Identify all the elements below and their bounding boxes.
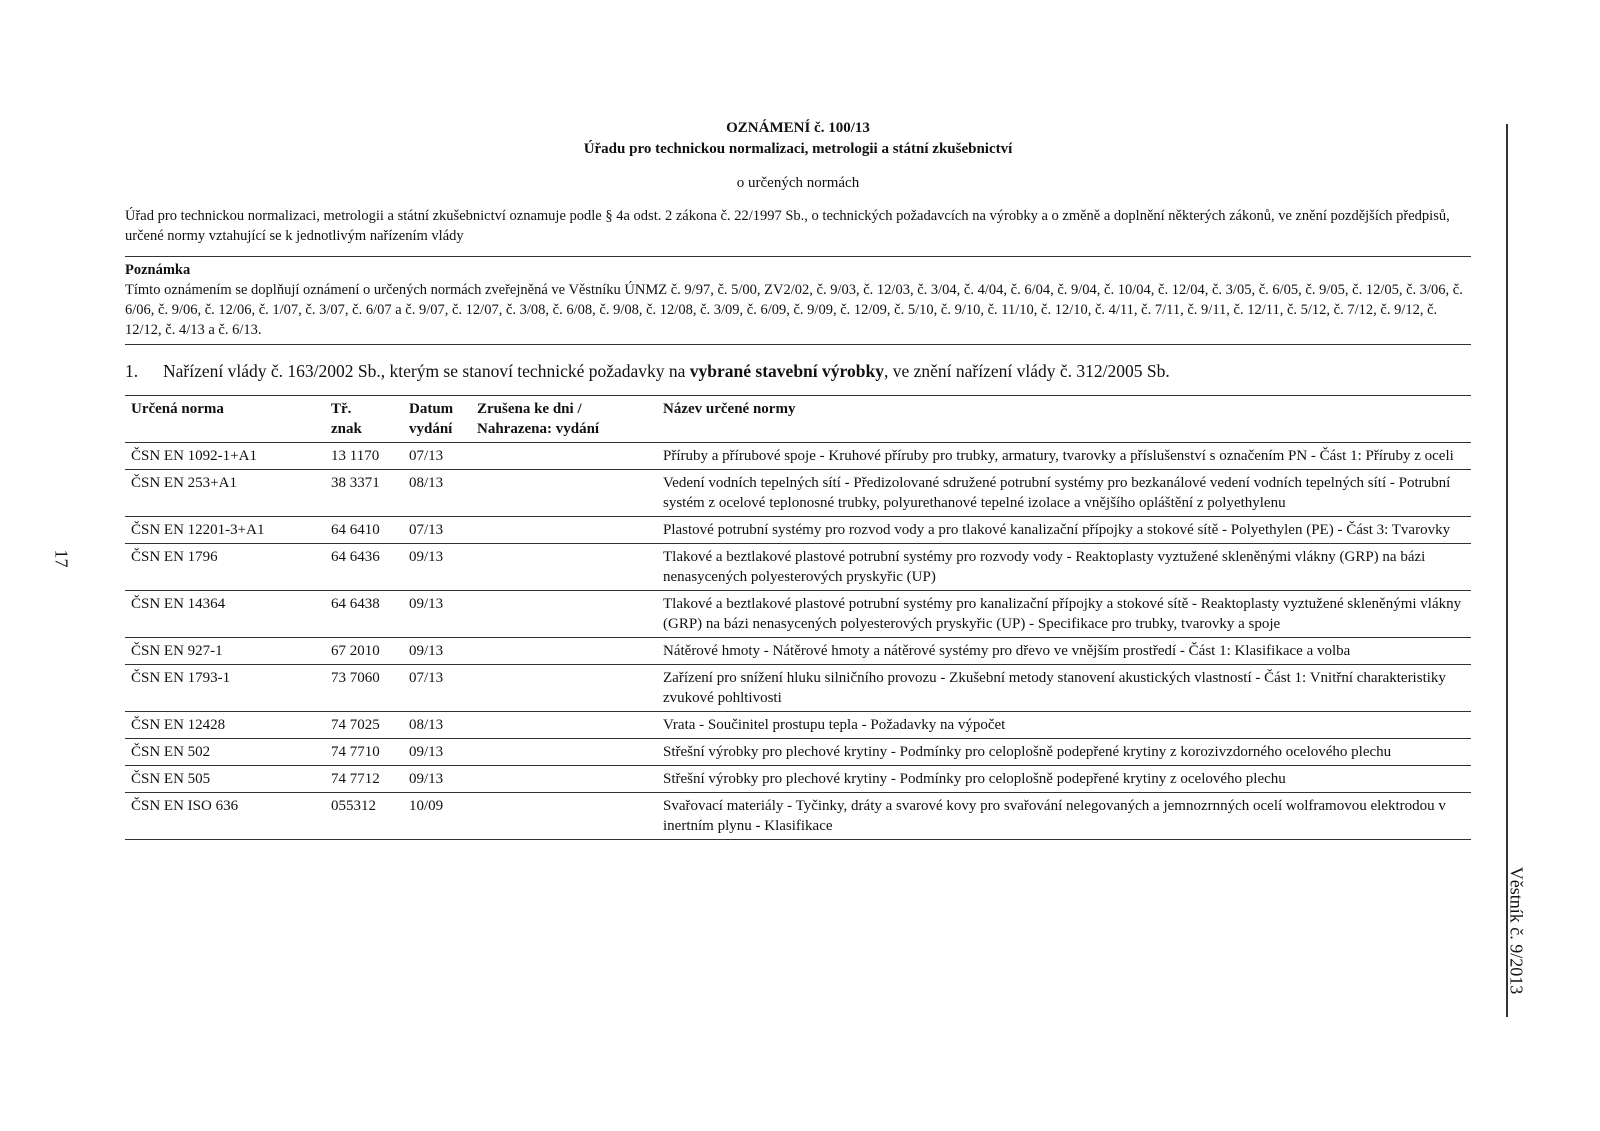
- cell-class: 73 7060: [325, 665, 403, 712]
- norms-table: [125, 395, 1471, 840]
- cell-class: 055312: [325, 793, 403, 840]
- journal-label: Věstník č. 9/2013: [1506, 866, 1527, 995]
- cell-name: Tlakové a beztlakové plastové potrubní systémy pro kanalizační přípojky a stokové sítě - Reaktoplasty vyztužené skleněnými vlákny (GRP) na bázi nenasycených polyesterových pryskyřic (UP) - Specifikace pro trubky, tvarovky a spoje: [657, 591, 1471, 638]
- cell-replaced: [471, 638, 657, 665]
- cell-replaced: [471, 766, 657, 793]
- cell-name: Střešní výrobky pro plechové krytiny - Podmínky pro celoplošně podepřené krytiny z korozivzdorného ocelového plechu: [657, 739, 1471, 766]
- cell-date: 09/13: [403, 591, 471, 638]
- cell-replaced: [471, 470, 657, 517]
- cell-replaced: [471, 665, 657, 712]
- header-date-line1: Datum: [409, 401, 454, 417]
- document-body: [125, 118, 1471, 840]
- cell-name: Příruby a přírubové spoje - Kruhové příruby pro trubky, armatury, tvarovky a příslušenství s označením PN - Část 1: Příruby z oceli: [657, 443, 1471, 470]
- cell-date: 07/13: [403, 665, 471, 712]
- page-number: 17: [51, 549, 72, 568]
- cell-class: 13 1170: [325, 443, 403, 470]
- cell-date: 09/13: [403, 638, 471, 665]
- header-date-line2: vydání: [409, 421, 453, 437]
- note-box: [125, 256, 1471, 345]
- announcement-subtitle: o určených normách: [736, 175, 860, 191]
- section-text-end: , ve znění nařízení vlády č. 312/2005 Sb.: [883, 361, 1170, 381]
- header-replaced-line2: Nahrazena: vydání: [477, 421, 600, 437]
- header-class-line1: Tř.: [331, 401, 352, 417]
- section-text-bold: vybrané stavební výrobky: [689, 361, 884, 381]
- cell-replaced: [471, 517, 657, 544]
- cell-norm: ČSN EN 1793-1: [125, 665, 325, 712]
- table-row: [125, 739, 1471, 766]
- cell-class: 74 7712: [325, 766, 403, 793]
- cell-name: Vrata - Součinitel prostupu tepla - Požadavky na výpočet: [657, 712, 1471, 739]
- cell-replaced: [471, 793, 657, 840]
- office-name: Úřadu pro technickou normalizaci, metrologii a státní zkušebnictví: [583, 141, 1013, 157]
- table-row: [125, 793, 1471, 840]
- table-header-row: [125, 396, 1471, 443]
- cell-norm: ČSN EN 12428: [125, 712, 325, 739]
- cell-norm: ČSN EN 502: [125, 739, 325, 766]
- cell-class: 74 7710: [325, 739, 403, 766]
- cell-norm: ČSN EN ISO 636: [125, 793, 325, 840]
- cell-norm: ČSN EN 253+A1: [125, 470, 325, 517]
- cell-class: 38 3371: [325, 470, 403, 517]
- table-row: [125, 470, 1471, 517]
- header-replaced: [471, 396, 657, 443]
- cell-replaced: [471, 739, 657, 766]
- cell-date: 09/13: [403, 544, 471, 591]
- cell-name: Svařovací materiály - Tyčinky, dráty a svarové kovy pro svařování nelegovaných a jemnozrnných ocelí wolframovou elektrodou v inertním plynu - Klasifikace: [657, 793, 1471, 840]
- header-name: Název určené normy: [657, 396, 1471, 443]
- cell-name: Střešní výrobky pro plechové krytiny - Podmínky pro celoplošně podepřené krytiny z ocelového plechu: [657, 766, 1471, 793]
- cell-norm: ČSN EN 14364: [125, 591, 325, 638]
- intro-paragraph: Úřad pro technickou normalizaci, metrologii a státní zkušebnictví oznamuje podle § 4a odst. 2 zákona č. 22/1997 Sb., o technických požadavcích na výrobky a o změně a doplnění některých zákonů, ve znění pozdějších předpisů, určené normy vztahující se k jednotlivým nařízením vlády: [125, 208, 1450, 244]
- cell-name: Vedení vodních tepelných sítí - Předizolované sdružené potrubní systémy pro bezkanálové vedení vodních tepelných sítí - Potrubní systém z ocelové teplonosné trubky, polyurethanové tepelné izolace a vnějšího opláštění z polyethylenu: [657, 470, 1471, 517]
- cell-name: Zařízení pro snížení hluku silničního provozu - Zkušební metody stanovení akustických vlastností - Část 1: Vnitřní charakteristiky zvukové pohltivosti: [657, 665, 1471, 712]
- table-row: [125, 517, 1471, 544]
- cell-date: 07/13: [403, 443, 471, 470]
- section-text-start: Nařízení vlády č. 163/2002 Sb., kterým se stanoví technické požadavky na: [163, 361, 690, 381]
- cell-norm: ČSN EN 12201-3+A1: [125, 517, 325, 544]
- cell-date: 08/13: [403, 712, 471, 739]
- cell-name: Plastové potrubní systémy pro rozvod vody a pro tlakové kanalizační přípojky a stokové sítě - Polyethylen (PE) - Část 3: Tvarovky: [657, 517, 1471, 544]
- table-row: [125, 544, 1471, 591]
- section-text: [163, 359, 1170, 383]
- cell-norm: ČSN EN 1796: [125, 544, 325, 591]
- cell-date: 09/13: [403, 766, 471, 793]
- table-row: [125, 443, 1471, 470]
- table-row: [125, 766, 1471, 793]
- cell-replaced: [471, 591, 657, 638]
- header-date: [403, 396, 471, 443]
- table-row: [125, 638, 1471, 665]
- cell-class: 64 6438: [325, 591, 403, 638]
- cell-date: 07/13: [403, 517, 471, 544]
- announcement-title: OZNÁMENÍ č. 100/13: [726, 120, 870, 136]
- cell-date: 08/13: [403, 470, 471, 517]
- cell-name: Nátěrové hmoty - Nátěrové hmoty a nátěrové systémy pro dřevo ve vnějším prostředí - Část 1: Klasifikace a volba: [657, 638, 1471, 665]
- cell-name: Tlakové a beztlakové plastové potrubní systémy pro rozvody vody - Reaktoplasty vyztužené skleněnými vlákny (GRP) na bázi nenasycených polyesterových pryskyřic (UP): [657, 544, 1471, 591]
- cell-replaced: [471, 712, 657, 739]
- note-title: Poznámka: [125, 262, 191, 278]
- section-heading: [125, 359, 1471, 383]
- cell-class: 64 6410: [325, 517, 403, 544]
- note-text: Tímto oznámením se doplňují oznámení o určených normách zveřejněná ve Věstníku ÚNMZ č. 9/97, č. 5/00, ZV2/02, č. 9/03, č. 12/03, č. 3/04, č. 4/04, č. 6/04, č. 9/04, č. 10/04, č. 12/04, č. 3/05, č. 6/05, č. 9/05, č. 12/05, č. 3/06, č. 6/06, č. 9/06, č. 12/06, č. 1/07, č. 3/07, č. 6/07 a č. 9/07, č. 12/07, č. 3/08, č. 6/08, č. 9/08, č. 12/08, č. 3/09, č. 6/09, č. 9/09, č. 12/09, č. 5/10, č. 9/10, č. 11/10, č. 12/10, č. 4/11, č. 7/11, č. 9/11, č. 12/11, č. 5/12, č. 7/12, č. 9/12, č. 12/12, č. 4/13 a č. 6/13.: [125, 282, 1463, 338]
- cell-date: 09/13: [403, 739, 471, 766]
- table-row: [125, 712, 1471, 739]
- table-row: [125, 591, 1471, 638]
- cell-date: 10/09: [403, 793, 471, 840]
- section-number: 1.: [125, 361, 139, 381]
- cell-replaced: [471, 443, 657, 470]
- cell-norm: ČSN EN 505: [125, 766, 325, 793]
- cell-class: 64 6436: [325, 544, 403, 591]
- cell-class: 74 7025: [325, 712, 403, 739]
- header-class-line2: znak: [331, 421, 362, 437]
- cell-norm: ČSN EN 1092-1+A1: [125, 443, 325, 470]
- cell-class: 67 2010: [325, 638, 403, 665]
- header-norm: Určená norma: [125, 396, 325, 443]
- cell-replaced: [471, 544, 657, 591]
- cell-norm: ČSN EN 927-1: [125, 638, 325, 665]
- header-class: [325, 396, 403, 443]
- header-replaced-line1: Zrušena ke dni /: [477, 401, 582, 417]
- table-row: [125, 665, 1471, 712]
